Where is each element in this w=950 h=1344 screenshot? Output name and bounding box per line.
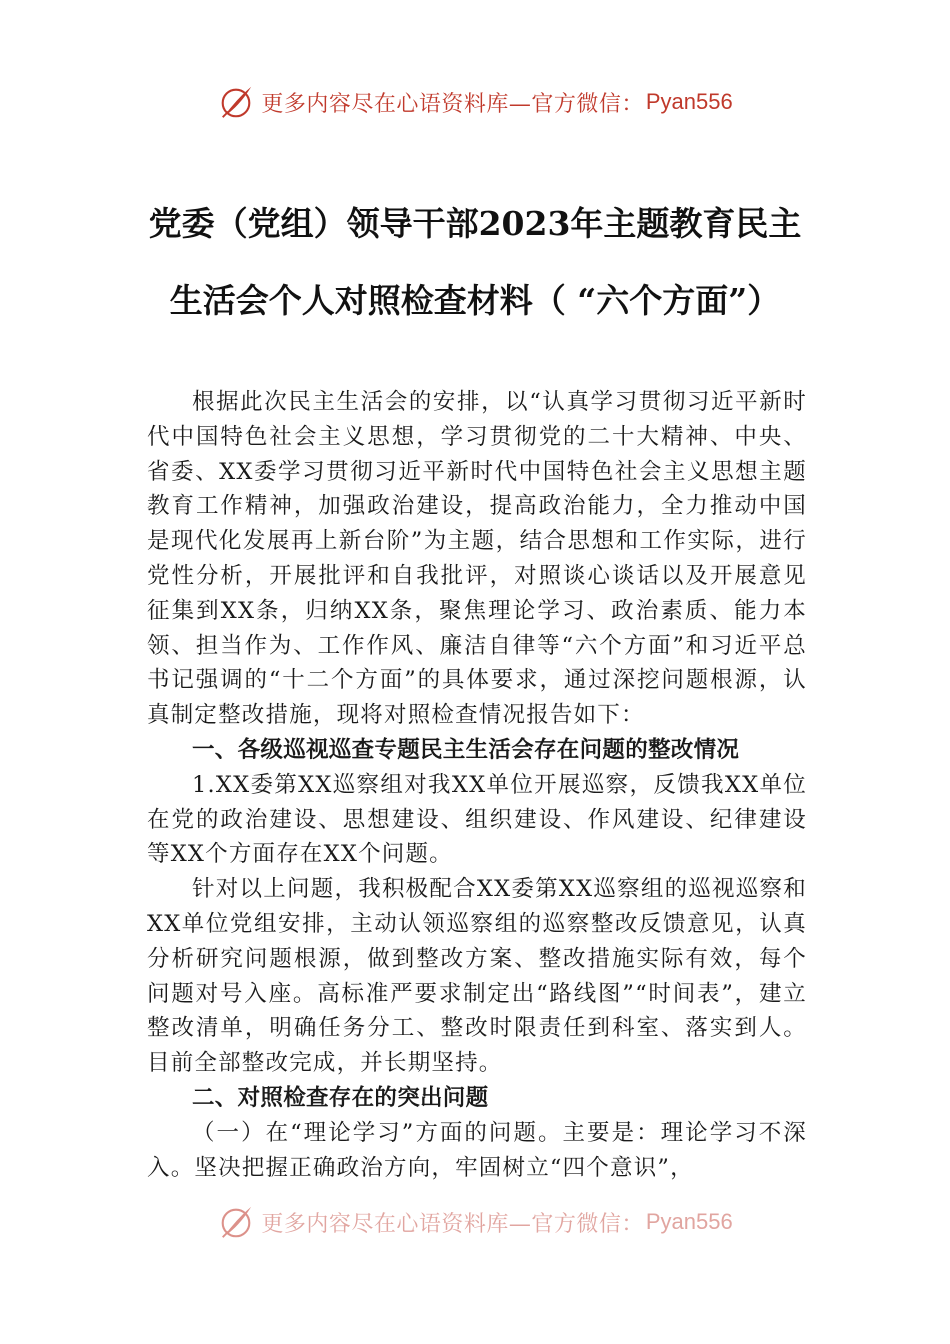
watermark-banner-bottom bbox=[0, 1202, 950, 1242]
watermark-text: 更多内容尽在心语资料库—官方微信： bbox=[261, 1211, 644, 1237]
section-heading-2: 二、对照检查存在的突出问题 bbox=[192, 1084, 489, 1111]
watermark-wechat-id: Pyan556 bbox=[645, 1209, 733, 1234]
section-heading-1: 一、各级巡视巡查专题民主生活会存在问题的整改情况 bbox=[192, 736, 740, 763]
body-paragraph: 1.XX委第XX巡察组对我XX单位开展巡察，反馈我XX单位在党的政治建设、思想建设、组织建设、作风建设、纪律建设等XX个方面存在XX个问题。 bbox=[147, 771, 807, 868]
watermark-wechat-id: Pyan556 bbox=[645, 89, 733, 114]
intro-paragraph: 根据此次民主生活会的安排，以“认真学习贯彻习近平新时代中国特色社会主义思想，学习贯彻党的二十大精神、中央、省委、XX委学习贯彻习近平新时代中国特色社会主义思想主题教育工作精神，加强政治建设，提高政治能力，全力推动中国是现代化发展再上新台阶”为主题，结合思想和工作实际，进行党性分析，开展批评和自我批评，对照谈心谈话以及开展意见征集到XX条，归纳XX条，聚焦理论学习、政治素质、能力本领、担当作为、工作作风、廉洁自律等“六个方面”和习近平总书记强调的“十二个方面”的具体要求，通过深挖问题根源，认真制定整改措施，现将对照检查情况报告如下： bbox=[147, 389, 807, 729]
quill-pen-logo-icon bbox=[217, 83, 255, 121]
document-body bbox=[147, 385, 807, 1185]
document-title: 党委（党组）领导干部2023年主题教育民主生活会个人对照检查材料（ “六个方面”） bbox=[148, 204, 802, 320]
body-paragraph: 针对以上问题，我积极配合XX委第XX巡察组的巡视巡察和XX单位党组安排，主动认领巡察组的巡察整改反馈意见，认真分析研究问题根源，做到整改方案、整改措施实际有效，每个问题对号入座。高标准严要求制定出“路线图”“时间表”，建立整改清单，明确任务分工、整改时限责任到科室、落实到人。目前全部整改完成，并长期坚持。 bbox=[147, 876, 807, 1077]
watermark-text: 更多内容尽在心语资料库—官方微信： bbox=[261, 91, 644, 117]
watermark-banner-top bbox=[0, 82, 950, 122]
quill-pen-logo-icon bbox=[217, 1203, 255, 1241]
body-paragraph: （一）在“理论学习”方面的问题。主要是：理论学习不深入。坚决把握正确政治方向，牢固树立“四个意识”， bbox=[147, 1119, 807, 1181]
